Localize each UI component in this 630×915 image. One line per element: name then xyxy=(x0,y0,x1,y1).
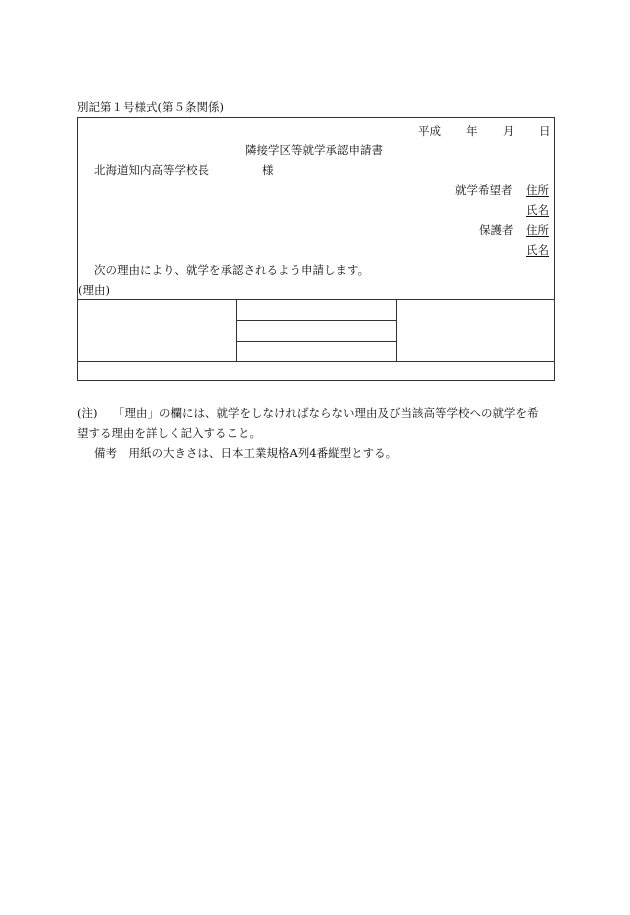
date-day: 日 xyxy=(539,124,551,138)
reason-cell-left[interactable] xyxy=(78,300,235,360)
request-statement: 次の理由により、就学を承認されるよう申請します。 xyxy=(94,263,370,277)
form-title: 隣接学区等就学承認申請書 xyxy=(245,143,383,157)
guardian-name-field[interactable]: 氏名 xyxy=(526,243,549,257)
applicant-address-field[interactable]: 住所 xyxy=(526,183,549,197)
applicant-name-field[interactable]: 氏名 xyxy=(526,203,549,217)
reason-cell-middle-1[interactable] xyxy=(237,300,395,319)
date-era: 平成 xyxy=(418,124,441,138)
note-label: (注) xyxy=(77,406,98,420)
remark: 備考 用紙の大きさは、日本工業規格A列4番縦型とする。 xyxy=(94,446,398,460)
guardian-label: 保護者 xyxy=(479,223,514,237)
applicant-label: 就学希望者 xyxy=(455,183,513,197)
reason-cell-middle-2[interactable] xyxy=(237,321,395,340)
addressee-honorific: 様 xyxy=(262,163,274,177)
form-label: 別記第１号様式(第５条関係) xyxy=(77,100,224,114)
note-line-2: 望する理由を詳しく記入すること。 xyxy=(77,426,261,440)
date-year: 年 xyxy=(466,124,478,138)
reason-label: (理由) xyxy=(78,283,110,297)
reason-cell-middle-3[interactable] xyxy=(237,342,395,360)
reason-cell-bottom[interactable] xyxy=(78,362,554,380)
date-month: 月 xyxy=(503,124,515,138)
reason-cell-right[interactable] xyxy=(397,300,554,360)
addressee-name: 北海道知内高等学校長 xyxy=(94,163,209,177)
note-line-1: 「理由」の欄には、就学をしなければならない理由及び当該高等学校への就学を希 xyxy=(113,406,539,420)
guardian-address-field[interactable]: 住所 xyxy=(526,223,549,237)
